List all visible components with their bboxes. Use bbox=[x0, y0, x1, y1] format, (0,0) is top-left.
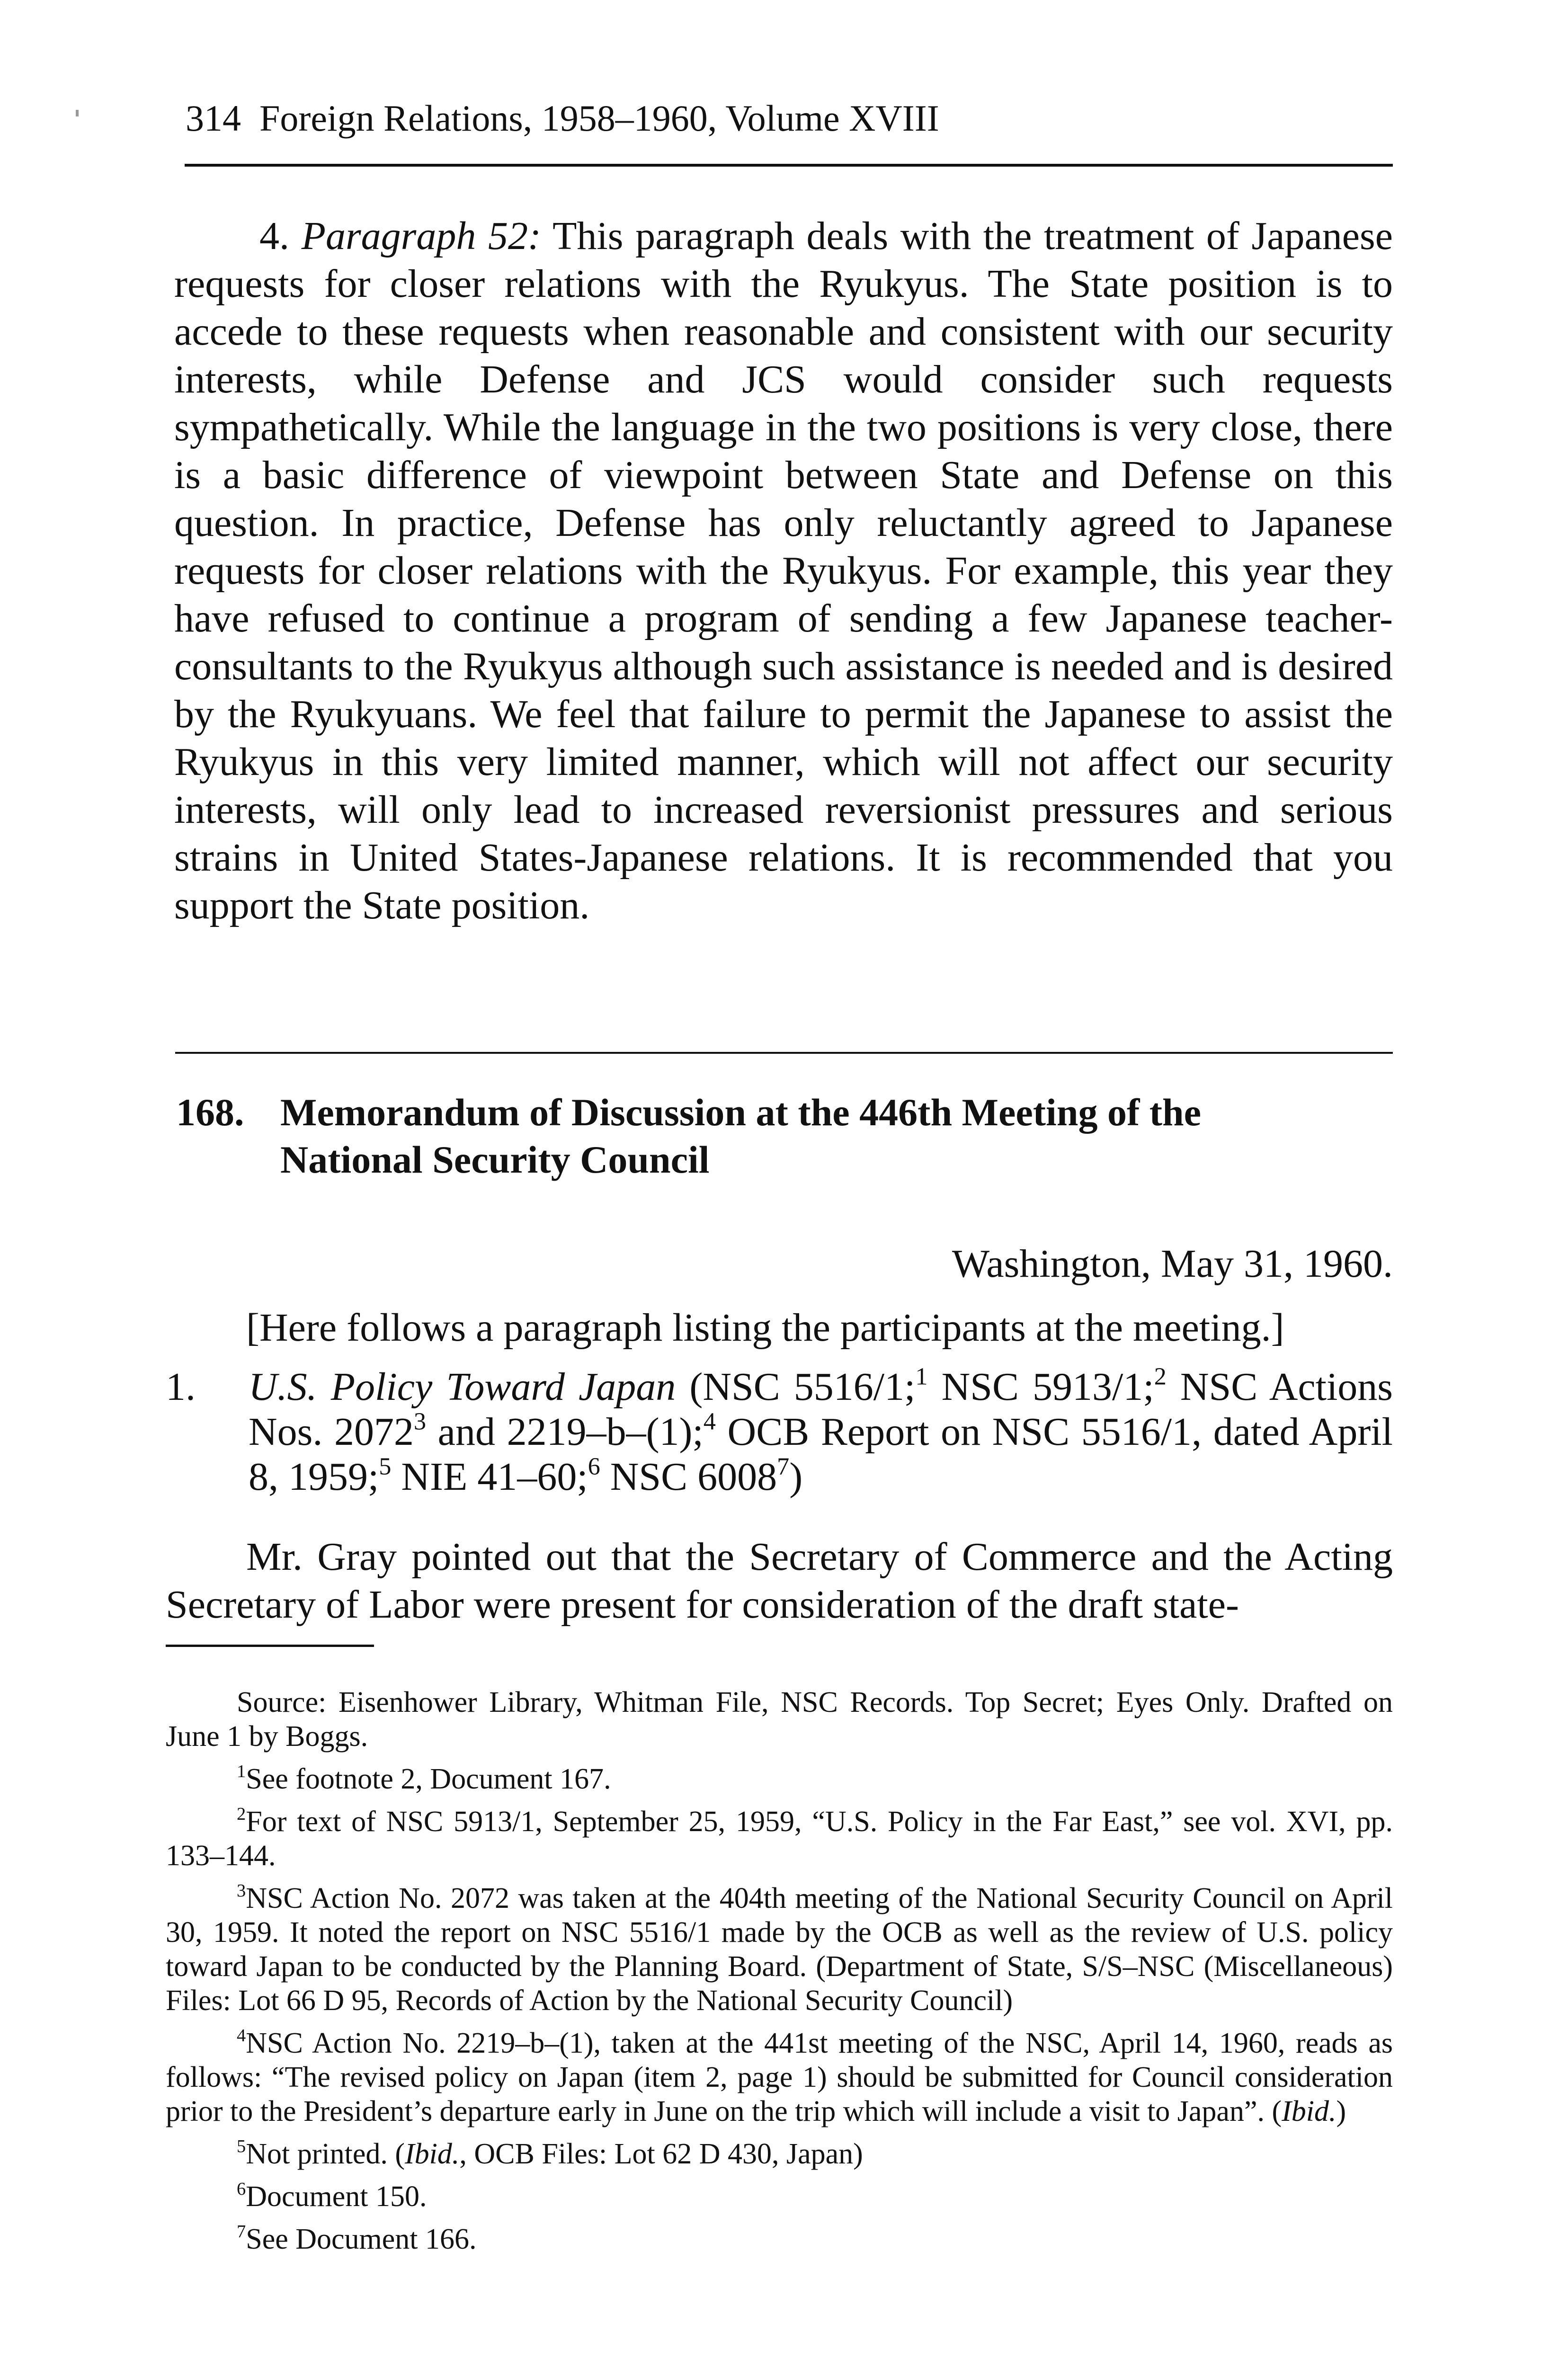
footnote-text: See footnote 2, Document 167. bbox=[246, 1763, 611, 1795]
ibid-ref: Ibid. bbox=[404, 2138, 460, 2170]
agenda-ref: NSC Actions Nos. 2072 bbox=[249, 1365, 1393, 1454]
volume-title: Foreign Relations, 1958–1960, Volume XVIII bbox=[259, 98, 939, 139]
footnote-mark: 6 bbox=[237, 2179, 246, 2199]
agenda-ref: ) bbox=[789, 1455, 803, 1499]
discussion-paragraph bbox=[166, 1533, 1393, 1628]
source-note: Source: Eisenhower Library, Whitman File, NSC Records. Top Secret; Eyes Only. Drafted on June 1 by Boggs. bbox=[166, 1686, 1393, 1753]
footnote-text: Not printed. ( bbox=[246, 2138, 405, 2170]
agenda-ref: (NSC 5516/1; bbox=[676, 1365, 916, 1409]
document-title-line-2: National Security Council bbox=[280, 1138, 710, 1181]
footnote-mark: 7 bbox=[237, 2222, 246, 2242]
footnote-mark: 2 bbox=[237, 1804, 246, 1824]
carryover-paragraph bbox=[174, 212, 1393, 929]
footnote-5 bbox=[166, 2137, 1393, 2171]
agenda-ref: and 2219–b–(1); bbox=[426, 1410, 704, 1454]
agenda-ref: OCB Report on NSC 5516/1, dated April 8, 1959; bbox=[249, 1410, 1393, 1499]
footnote-mark: 4 bbox=[237, 2026, 246, 2046]
footnote-text: For text of NSC 5913/1, September 25, 1959, “U.S. Policy in the Far East,” see vol. XVI, pp. 133–144. bbox=[166, 1806, 1393, 1872]
document-title bbox=[280, 1089, 1369, 1184]
footnote-text: ) bbox=[1336, 2095, 1346, 2127]
footnote-ref: 6 bbox=[588, 1453, 600, 1480]
paragraph-label: Paragraph 52: bbox=[301, 214, 541, 258]
paragraph-body: This paragraph deals with the treatment of Japanese requests for closer relations with the Ryukyus. The State position is to accede to these requests when reasonable and consistent with our security interests, while Defense and JCS would consider such requests sympathetically. While the language in the two positions is very close, there is a basic difference of viewpoint between State and Defense on this question. In practice, Defense has only reluctantly agreed to Japanese requests for closer relations with the Ryukyus. For example, this year they have refused to continue a program of sending a few Japanese teacher-consultants to the Ryukyus although such assistance is needed and is desired by the Ryukyuans. We feel that failure to permit the Japanese to assist the Ryukyus in this very limited manner, which will not affect our security interests, will only lead to increased reversionist pressures and serious strains in United States-Japanese relations. It is recommended that you support the State position. bbox=[174, 214, 1393, 927]
ibid-ref: Ibid. bbox=[1282, 2095, 1336, 2127]
agenda-text bbox=[249, 1364, 1393, 1499]
document-title-line-1: Memorandum of Discussion at the 446th Meeting of the bbox=[280, 1091, 1202, 1134]
agenda-title: U.S. Policy Toward Japan bbox=[249, 1365, 676, 1409]
dateline: Washington, May 31, 1960. bbox=[952, 1242, 1393, 1286]
section-divider bbox=[175, 1052, 1393, 1054]
footnote-4 bbox=[166, 2026, 1393, 2128]
footnote-text: Document 150. bbox=[246, 2180, 427, 2213]
footnote-text: , OCB Files: Lot 62 D 430, Japan) bbox=[459, 2138, 863, 2170]
footnote-ref: 2 bbox=[1154, 1363, 1167, 1390]
participants-note: [Here follows a paragraph listing the participants at the meeting.] bbox=[246, 1306, 1284, 1350]
header-rule bbox=[185, 164, 1393, 167]
agenda-ref: NIE 41–60; bbox=[391, 1455, 588, 1499]
item-number: 4. bbox=[259, 214, 302, 258]
footnote-text: NSC Action No. 2219–b–(1), taken at the 441st meeting of the NSC, April 14, 1960, reads as follows: “The revised policy on Japan (item 2, page 1) should be submitted for Council consideration prior to the President’s departure early in June on the trip which will include a visit to Japan”. ( bbox=[166, 2027, 1393, 2127]
paragraph-52-text bbox=[174, 212, 1393, 929]
footnote-text: NSC Action No. 2072 was taken at the 404th meeting of the National Security Council on April 30, 1959. It noted the report on NSC 5516/1 made by the OCB as well as the review of U.S. policy toward Japan to be conducted by the Planning Board. (Department of State, S/S–NSC (Miscellaneous) Files: Lot 66 D 95, Records of Action by the National Security Council) bbox=[166, 1882, 1393, 2017]
running-head bbox=[186, 95, 1393, 142]
footnotes bbox=[166, 1685, 1393, 2265]
footnote-ref: 1 bbox=[915, 1363, 928, 1390]
scan-speck bbox=[76, 110, 79, 116]
footnote-rule bbox=[166, 1645, 374, 1647]
page-number: 314 bbox=[186, 98, 241, 139]
footnote-mark: 1 bbox=[237, 1762, 246, 1782]
agenda-ref: NSC 6008 bbox=[600, 1455, 777, 1499]
footnote-ref: 5 bbox=[379, 1453, 392, 1480]
footnote-text: See Document 166. bbox=[246, 2223, 477, 2255]
agenda-number: 1. bbox=[166, 1365, 196, 1409]
footnote-3 bbox=[166, 1881, 1393, 2018]
footnote-6 bbox=[166, 2180, 1393, 2214]
discussion-text: Mr. Gray pointed out that the Secretary of Commerce and the Acting Secretary of Labor were present for consideration of the draft state- bbox=[166, 1535, 1393, 1627]
footnote-ref: 4 bbox=[703, 1408, 716, 1435]
agenda-ref: NSC 5913/1; bbox=[927, 1365, 1154, 1409]
footnote-ref: 7 bbox=[777, 1453, 790, 1480]
footnote-7 bbox=[166, 2222, 1393, 2256]
footnote-2 bbox=[166, 1805, 1393, 1873]
footnote-mark: 5 bbox=[237, 2136, 246, 2157]
document-number: 168. bbox=[176, 1091, 244, 1134]
footnote-1 bbox=[166, 1762, 1393, 1796]
footnote-ref: 3 bbox=[413, 1408, 427, 1435]
footnote-mark: 3 bbox=[237, 1881, 246, 1901]
